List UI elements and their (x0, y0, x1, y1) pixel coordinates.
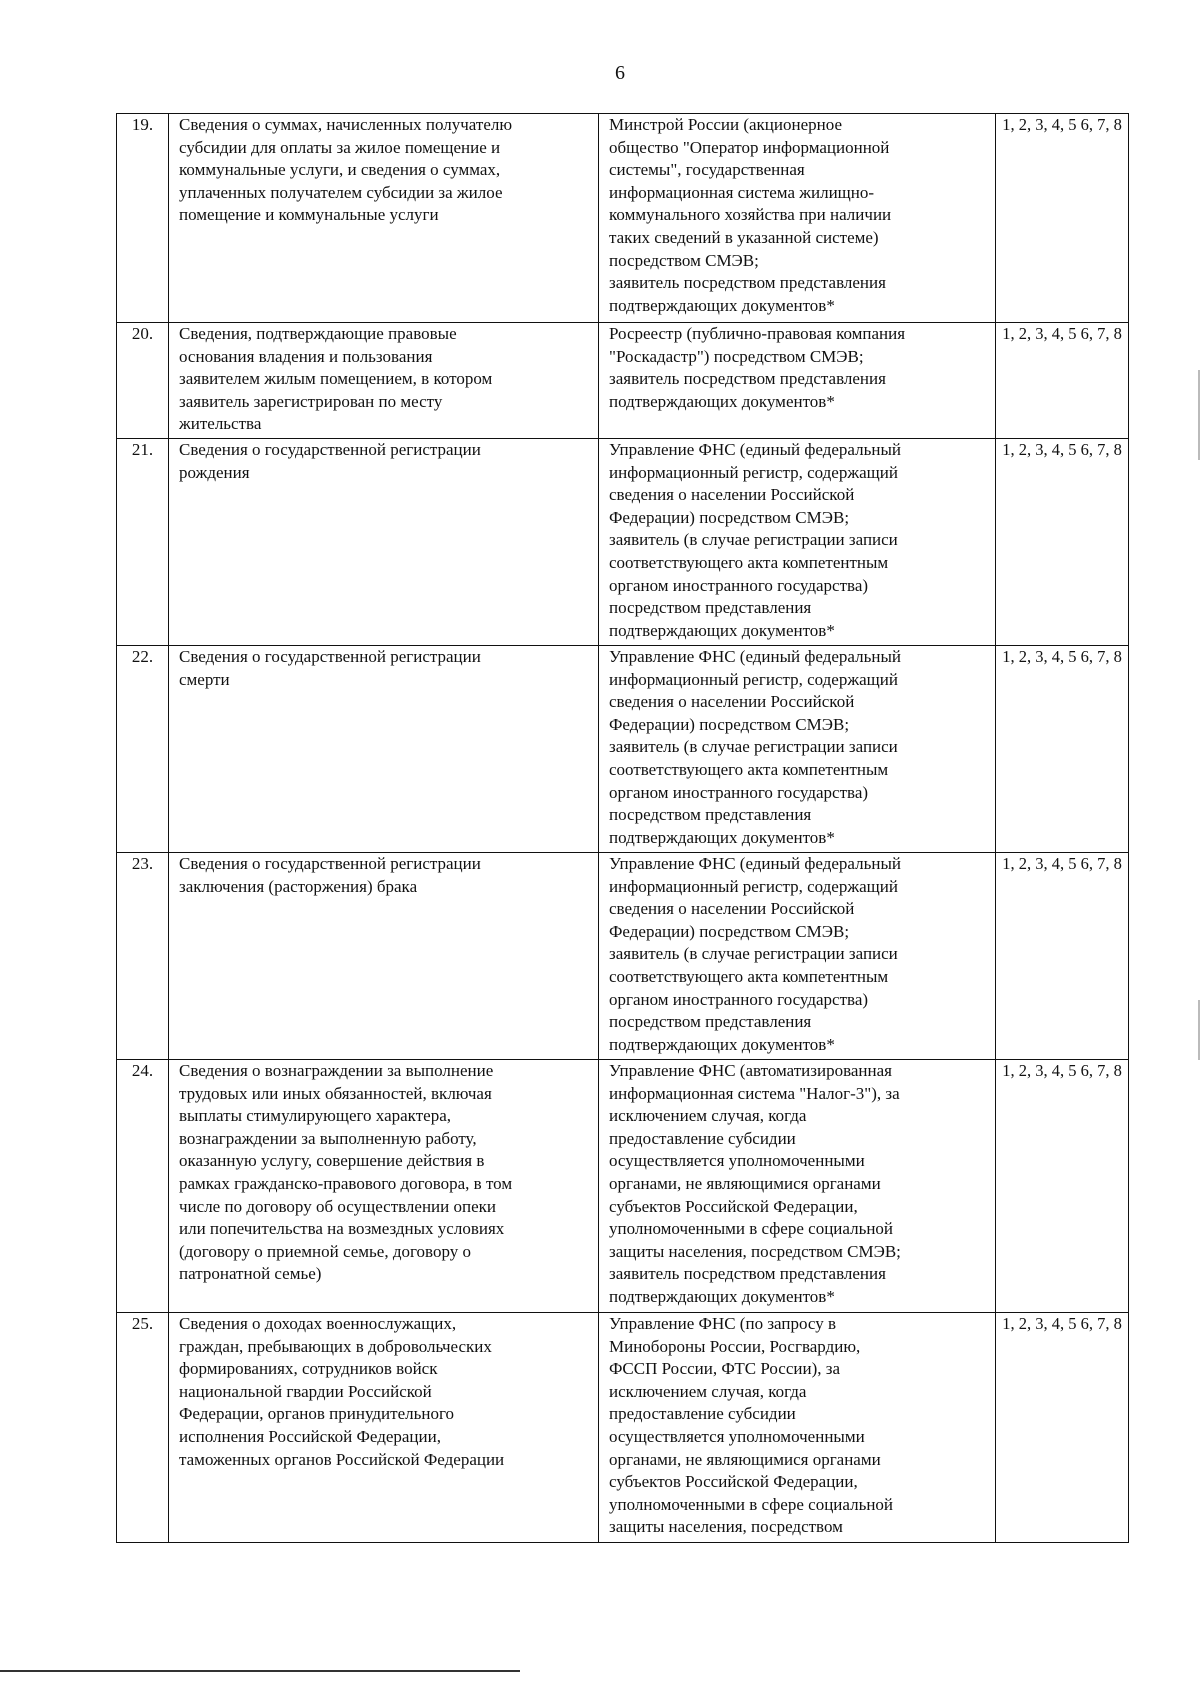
row-source: Управление ФНС (автоматизированная информационная система "Налог-3"), за исключением случая, когда предоставление субсидии осуществляется уполномоченными органами, не являющимися органами субъектов Российской Федерации, уполномоченными в сфере социальной защиты населения, посредством СМЭВ; заявитель посредством представления подтверждающих документов* (599, 1060, 996, 1313)
row-description: Сведения о государственной регистрации рождения (169, 439, 599, 646)
table-row (117, 1060, 1129, 1313)
scan-edge-line (0, 1670, 520, 1672)
row-description: Сведения о вознаграждении за выполнение трудовых или иных обязанностей, включая выплаты стимулирующего характера, вознаграждении за выполненную работу, оказанную услугу, совершение действия в рамках гражданско-правового договора, в том числе по договору об осуществлении опеки или попечительства на возмездных условиях (договору о приемной семье, договору о патронатной семье) (169, 1060, 599, 1313)
data-sources-table (116, 113, 1129, 1543)
row-number: 20. (117, 323, 169, 439)
table-row (117, 323, 1129, 439)
table-row (117, 439, 1129, 646)
row-number: 19. (117, 114, 169, 323)
row-source: Управление ФНС (единый федеральный информационный регистр, содержащий сведения о населении Российской Федерации) посредством СМЭВ; заявитель (в случае регистрации записи соответствующего акта компетентным органом иностранного государства) посредством представления подтверждающих документов* (599, 439, 996, 646)
row-cases: 1, 2, 3, 4, 5 6, 7, 8 (996, 114, 1129, 323)
table-row (117, 853, 1129, 1060)
row-cases: 1, 2, 3, 4, 5 6, 7, 8 (996, 646, 1129, 853)
row-cases: 1, 2, 3, 4, 5 6, 7, 8 (996, 1060, 1129, 1313)
row-source: Управление ФНС (единый федеральный информационный регистр, содержащий сведения о населении Российской Федерации) посредством СМЭВ; заявитель (в случае регистрации записи соответствующего акта компетентным органом иностранного государства) посредством представления подтверждающих документов* (599, 646, 996, 853)
row-source: Управление ФНС (по запросу в Минобороны России, Росгвардию, ФССП России, ФТС России), за исключением случая, когда предоставление субсидии осуществляется уполномоченными органами, не являющимися органами субъектов Российской Федерации, уполномоченными в сфере социальной защиты населения, посредством (599, 1313, 996, 1543)
row-cases: 1, 2, 3, 4, 5 6, 7, 8 (996, 439, 1129, 646)
row-number: 22. (117, 646, 169, 853)
table-body (117, 114, 1129, 1543)
row-description: Сведения о государственной регистрации заключения (расторжения) брака (169, 853, 599, 1060)
row-description: Сведения, подтверждающие правовые основания владения и пользования заявителем жилым помещением, в котором заявитель зарегистрирован по месту жительства (169, 323, 599, 439)
table-row (117, 646, 1129, 853)
page-number: 6 (615, 62, 625, 84)
row-cases: 1, 2, 3, 4, 5 6, 7, 8 (996, 1313, 1129, 1543)
table-row (117, 114, 1129, 323)
row-description: Сведения о государственной регистрации смерти (169, 646, 599, 853)
row-source: Росреестр (публично-правовая компания "Роскадастр") посредством СМЭВ; заявитель посредством представления подтверждающих документов* (599, 323, 996, 439)
row-cases: 1, 2, 3, 4, 5 6, 7, 8 (996, 853, 1129, 1060)
row-description: Сведения о доходах военнослужащих, граждан, пребывающих в добровольческих формированиях, сотрудников войск национальной гвардии Российской Федерации, органов принудительного исполнения Российской Федерации, таможенных органов Российской Федерации (169, 1313, 599, 1543)
row-cases: 1, 2, 3, 4, 5 6, 7, 8 (996, 323, 1129, 439)
table-row (117, 1313, 1129, 1543)
row-number: 21. (117, 439, 169, 646)
row-source: Управление ФНС (единый федеральный информационный регистр, содержащий сведения о населении Российской Федерации) посредством СМЭВ; заявитель (в случае регистрации записи соответствующего акта компетентным органом иностранного государства) посредством представления подтверждающих документов* (599, 853, 996, 1060)
row-number: 24. (117, 1060, 169, 1313)
row-number: 23. (117, 853, 169, 1060)
row-number: 25. (117, 1313, 169, 1543)
row-description: Сведения о суммах, начисленных получателю субсидии для оплаты за жилое помещение и коммунальные услуги, и сведения о суммах, уплаченных получателем субсидии за жилое помещение и коммунальные услуги (169, 114, 599, 323)
row-source: Минстрой России (акционерное общество "Оператор информационной системы", государственная информационная система жилищно- коммунального хозяйства при наличии таких сведений в указанной системе) посредством СМЭВ; заявитель посредством представления подтверждающих документов* (599, 114, 996, 323)
